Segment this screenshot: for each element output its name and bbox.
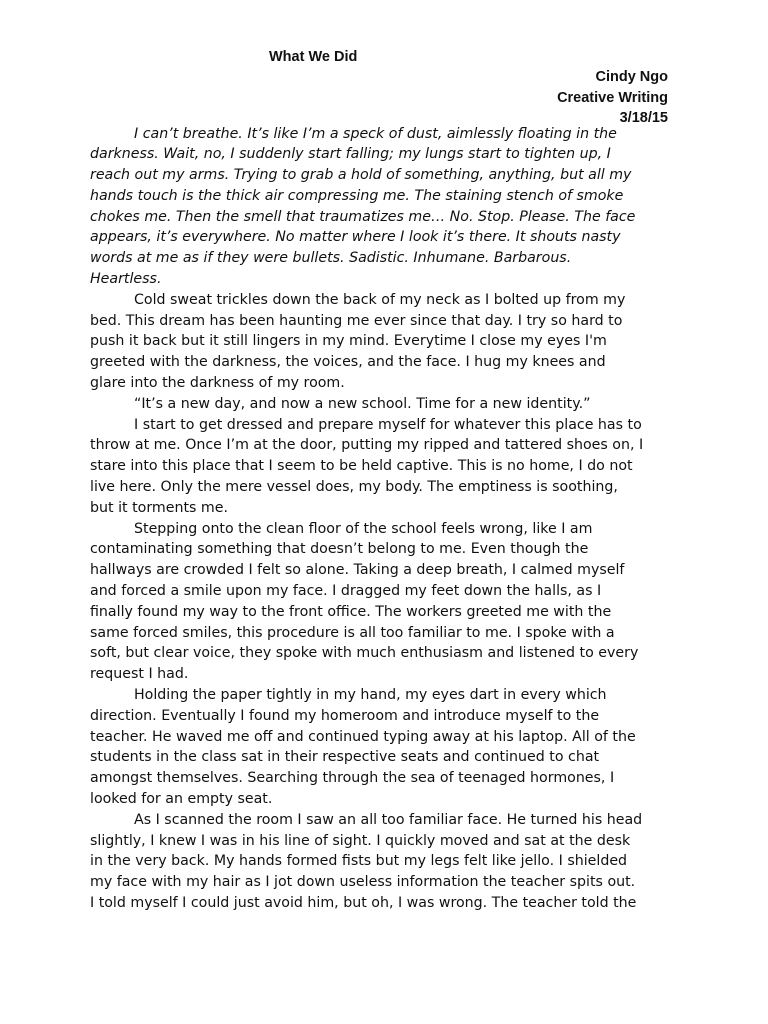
body-line: but it torments me. [90,499,228,516]
body-line: in the very back. My hands formed fists but my legs felt like jello. I shielded [90,853,628,870]
body-line: throw at me. Once I’m at the door, putting my ripped and tattered shoes on, I [90,437,644,454]
body-line: same forced smiles, this procedure is all too familiar to me. I spoke with a [90,624,615,641]
body-line: darkness. Wait, no, I suddenly start falling; my lungs start to tighten up, I [90,146,611,163]
body-line: I start to get dressed and prepare myself for whatever this place has to [134,416,642,433]
body-line: push it back but it still lingers in my mind. Everytime I close my eyes I'm [90,333,607,350]
body-line: reach out my arms. Trying to grab a hold of something, anything, but all my [90,167,632,184]
body-line: Heartless. [90,271,162,288]
body-line: my face with my hair as I jot down useless information the teacher spits out. [90,874,636,891]
body-line: stare into this place that I seem to be held captive. This is no home, I do not [90,458,633,475]
body-line: glare into the darkness of my room. [90,375,345,392]
body-line: and forced a smile upon my face. I dragged my feet down the halls, as I [90,583,602,600]
body-line: slightly, I knew I was in his line of sight. I quickly moved and sat at the desk [90,832,631,849]
body-line: Cold sweat trickles down the back of my neck as I bolted up from my [134,291,626,308]
body-line: looked for an empty seat. [90,791,273,807]
body-line: Stepping onto the clean floor of the school feels wrong, like I am [134,520,593,537]
body-line: hands touch is the thick air compressing me. The staining stench of smoke [90,187,624,204]
author-name: Cindy Ngo [595,69,668,85]
body-line: amongst themselves. Searching through the sea of teenaged hormones, I [90,770,615,787]
body-line: finally found my way to the front office. The workers greeted me with the [90,603,612,620]
body-line: live here. Only the mere vessel does, my body. The emptiness is soothing, [90,479,618,496]
body-line: greeted with the darkness, the voices, and the face. I hug my knees and [90,354,606,371]
body-line: hallways are crowded I felt so alone. Taking a deep breath, I calmed myself [90,562,625,579]
body-line: students in the class sat in their respective seats and continued to chat [90,749,600,766]
document-header [557,67,668,129]
body-line: “It’s a new day, and now a new school. Time for a new identity.” [134,395,591,412]
body-line: I told myself I could just avoid him, but oh, I was wrong. The teacher told the [90,894,637,911]
body-line: Holding the paper tightly in my hand, my eyes dart in every which [134,687,607,704]
course-name: Creative Writing [557,89,668,106]
body-line: direction. Eventually I found my homeroom and introduce myself to the [90,707,600,724]
body-line: chokes me. Then the smell that traumatizes me… No. Stop. Please. The face [90,208,636,225]
body-line: teacher. He waved me off and continued typing away at his laptop. All of the [90,728,636,745]
body-line: I can’t breathe. It’s like I’m a speck of dust, aimlessly floating in the [134,125,617,142]
body-line: As I scanned the room I saw an all too familiar face. He turned his head [134,811,643,828]
body-line: bed. This dream has been haunting me ever since that day. I try so hard to [90,312,623,329]
body-line: appears, it’s everywhere. No matter where I look it’s there. It shouts nasty [90,229,621,246]
body-line: request I had. [90,666,189,683]
body-line: words at me as if they were bullets. Sadistic. Inhumane. Barbarous. [90,250,572,267]
document-title: What We Did [269,49,358,65]
body-line: contaminating something that doesn’t belong to me. Even though the [90,541,589,558]
document-body [90,124,690,914]
document-date: 3/18/15 [619,110,668,126]
body-line: soft, but clear voice, they spoke with much enthusiasm and listened to every [90,645,639,662]
